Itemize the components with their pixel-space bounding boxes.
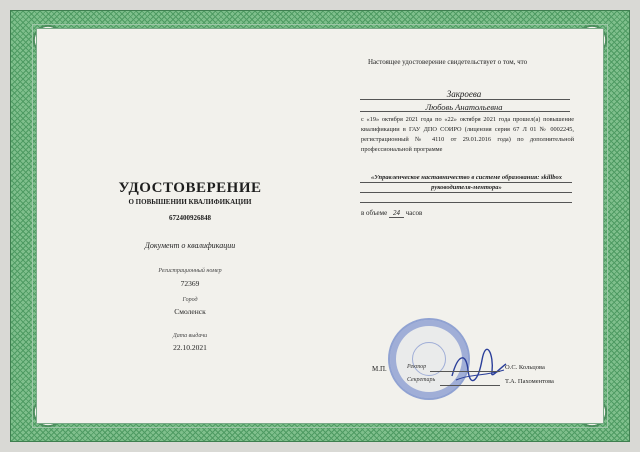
secretary-name: Т.А. Пахоментова	[505, 378, 554, 385]
hours-volume	[361, 209, 422, 217]
issue-date-label: Дата выдачи	[172, 333, 208, 339]
hours-value: 24	[389, 209, 404, 218]
secretary-label: Секретарь	[407, 377, 436, 383]
handwritten-signature	[448, 346, 508, 386]
volume-prefix: в объеме	[361, 209, 388, 217]
city-label: Город	[182, 297, 198, 303]
holder-surname: Закроева	[446, 89, 482, 99]
certificate-subtitle: О ПОВЫШЕНИИ КВАЛИФИКАЦИИ	[128, 198, 252, 206]
holder-name: Любовь Анатольевна	[425, 102, 503, 112]
seal-place-label: М.П.	[372, 365, 387, 373]
course-description: с «19» октября 2021 года по «22» октября 2021 года прошел(а) повышение квалификации в ГАУ ДПО СОИРО (лицензия серия 67 Л 01 № 0002245, регистрационный № 4110 от 29.01.2016 года) по дополнительной профессиональной программе	[361, 116, 574, 153]
certificate-title: УДОСТОВЕРЕНИЕ	[118, 180, 262, 196]
document-type: Документ о квалификации	[144, 241, 236, 250]
city-value: Смоленск	[174, 307, 206, 316]
intro-text: Настоящее удостоверение свидетельствует о том, что	[368, 58, 528, 66]
rector-label: Ректор	[407, 364, 427, 370]
reg-number-value: 72369	[180, 279, 200, 288]
hours-suffix: часов	[405, 209, 423, 217]
issue-date-value: 22.10.2021	[173, 343, 207, 352]
reg-number-label: Регистрационный номер	[158, 268, 222, 274]
certificate-number: 672400926848	[169, 214, 211, 222]
program-title: «Управленческое наставничество в системе образования: skillbox руководителя-ментора»	[370, 174, 563, 191]
rector-name: О.С. Кольцова	[505, 364, 545, 371]
